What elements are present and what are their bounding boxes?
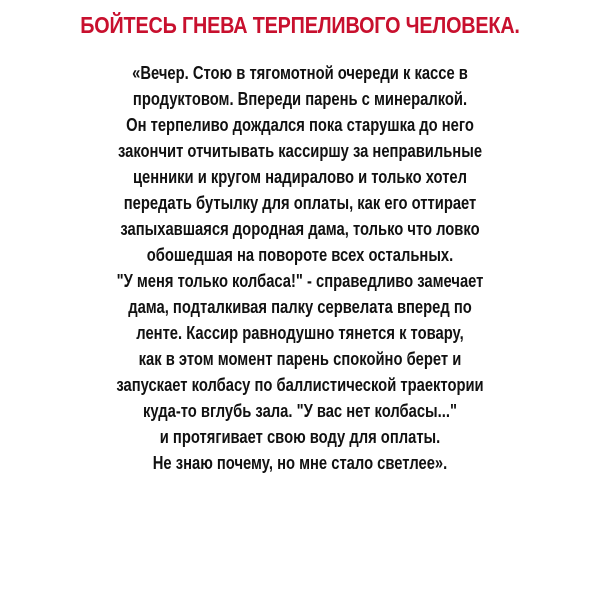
text-line: запускает колбасу по баллистической траектории [116,375,484,395]
post-body [10,60,590,476]
text-line: дама, подталкивая палку сервелата вперед по [128,297,472,317]
text-line: и протягивает свою воду для оплаты. [159,427,441,447]
text-line: продуктовом. Впереди парень с минералкой. [132,89,468,109]
text-line: запыхавшаяся дородная дама, только что ловко [120,219,480,239]
text-line: обошедшая на повороте всех остальных. [146,245,454,265]
text-line: куда-то вглубь зала. "У вас нет колбасы..." [143,401,457,421]
text-line: ценники и кругом надиралово и только хотел [132,167,468,187]
text-line: "У меня только колбаса!" - справедливо замечает [116,271,484,291]
text-line: передать бутылку для оплаты, как его оттирает [123,193,477,213]
text-line: ленте. Кассир равнодушно тянется к товару, [136,323,464,343]
text-line: Он терпеливо дождался пока старушка до него [126,115,474,135]
text-line: «Вечер. Стою в тягомотной очереди к кассе в [132,63,468,83]
text-line: как в этом момент парень спокойно берет и [138,349,462,369]
post-title: БОЙТЕСЬ ГНЕВА ТЕРПЕЛИВОГО ЧЕЛОВЕКА. [80,12,520,38]
text-line: Не знаю почему, но мне стало светлее». [152,453,448,473]
text-line: закончит отчитывать кассиршу за неправильные [117,141,483,161]
